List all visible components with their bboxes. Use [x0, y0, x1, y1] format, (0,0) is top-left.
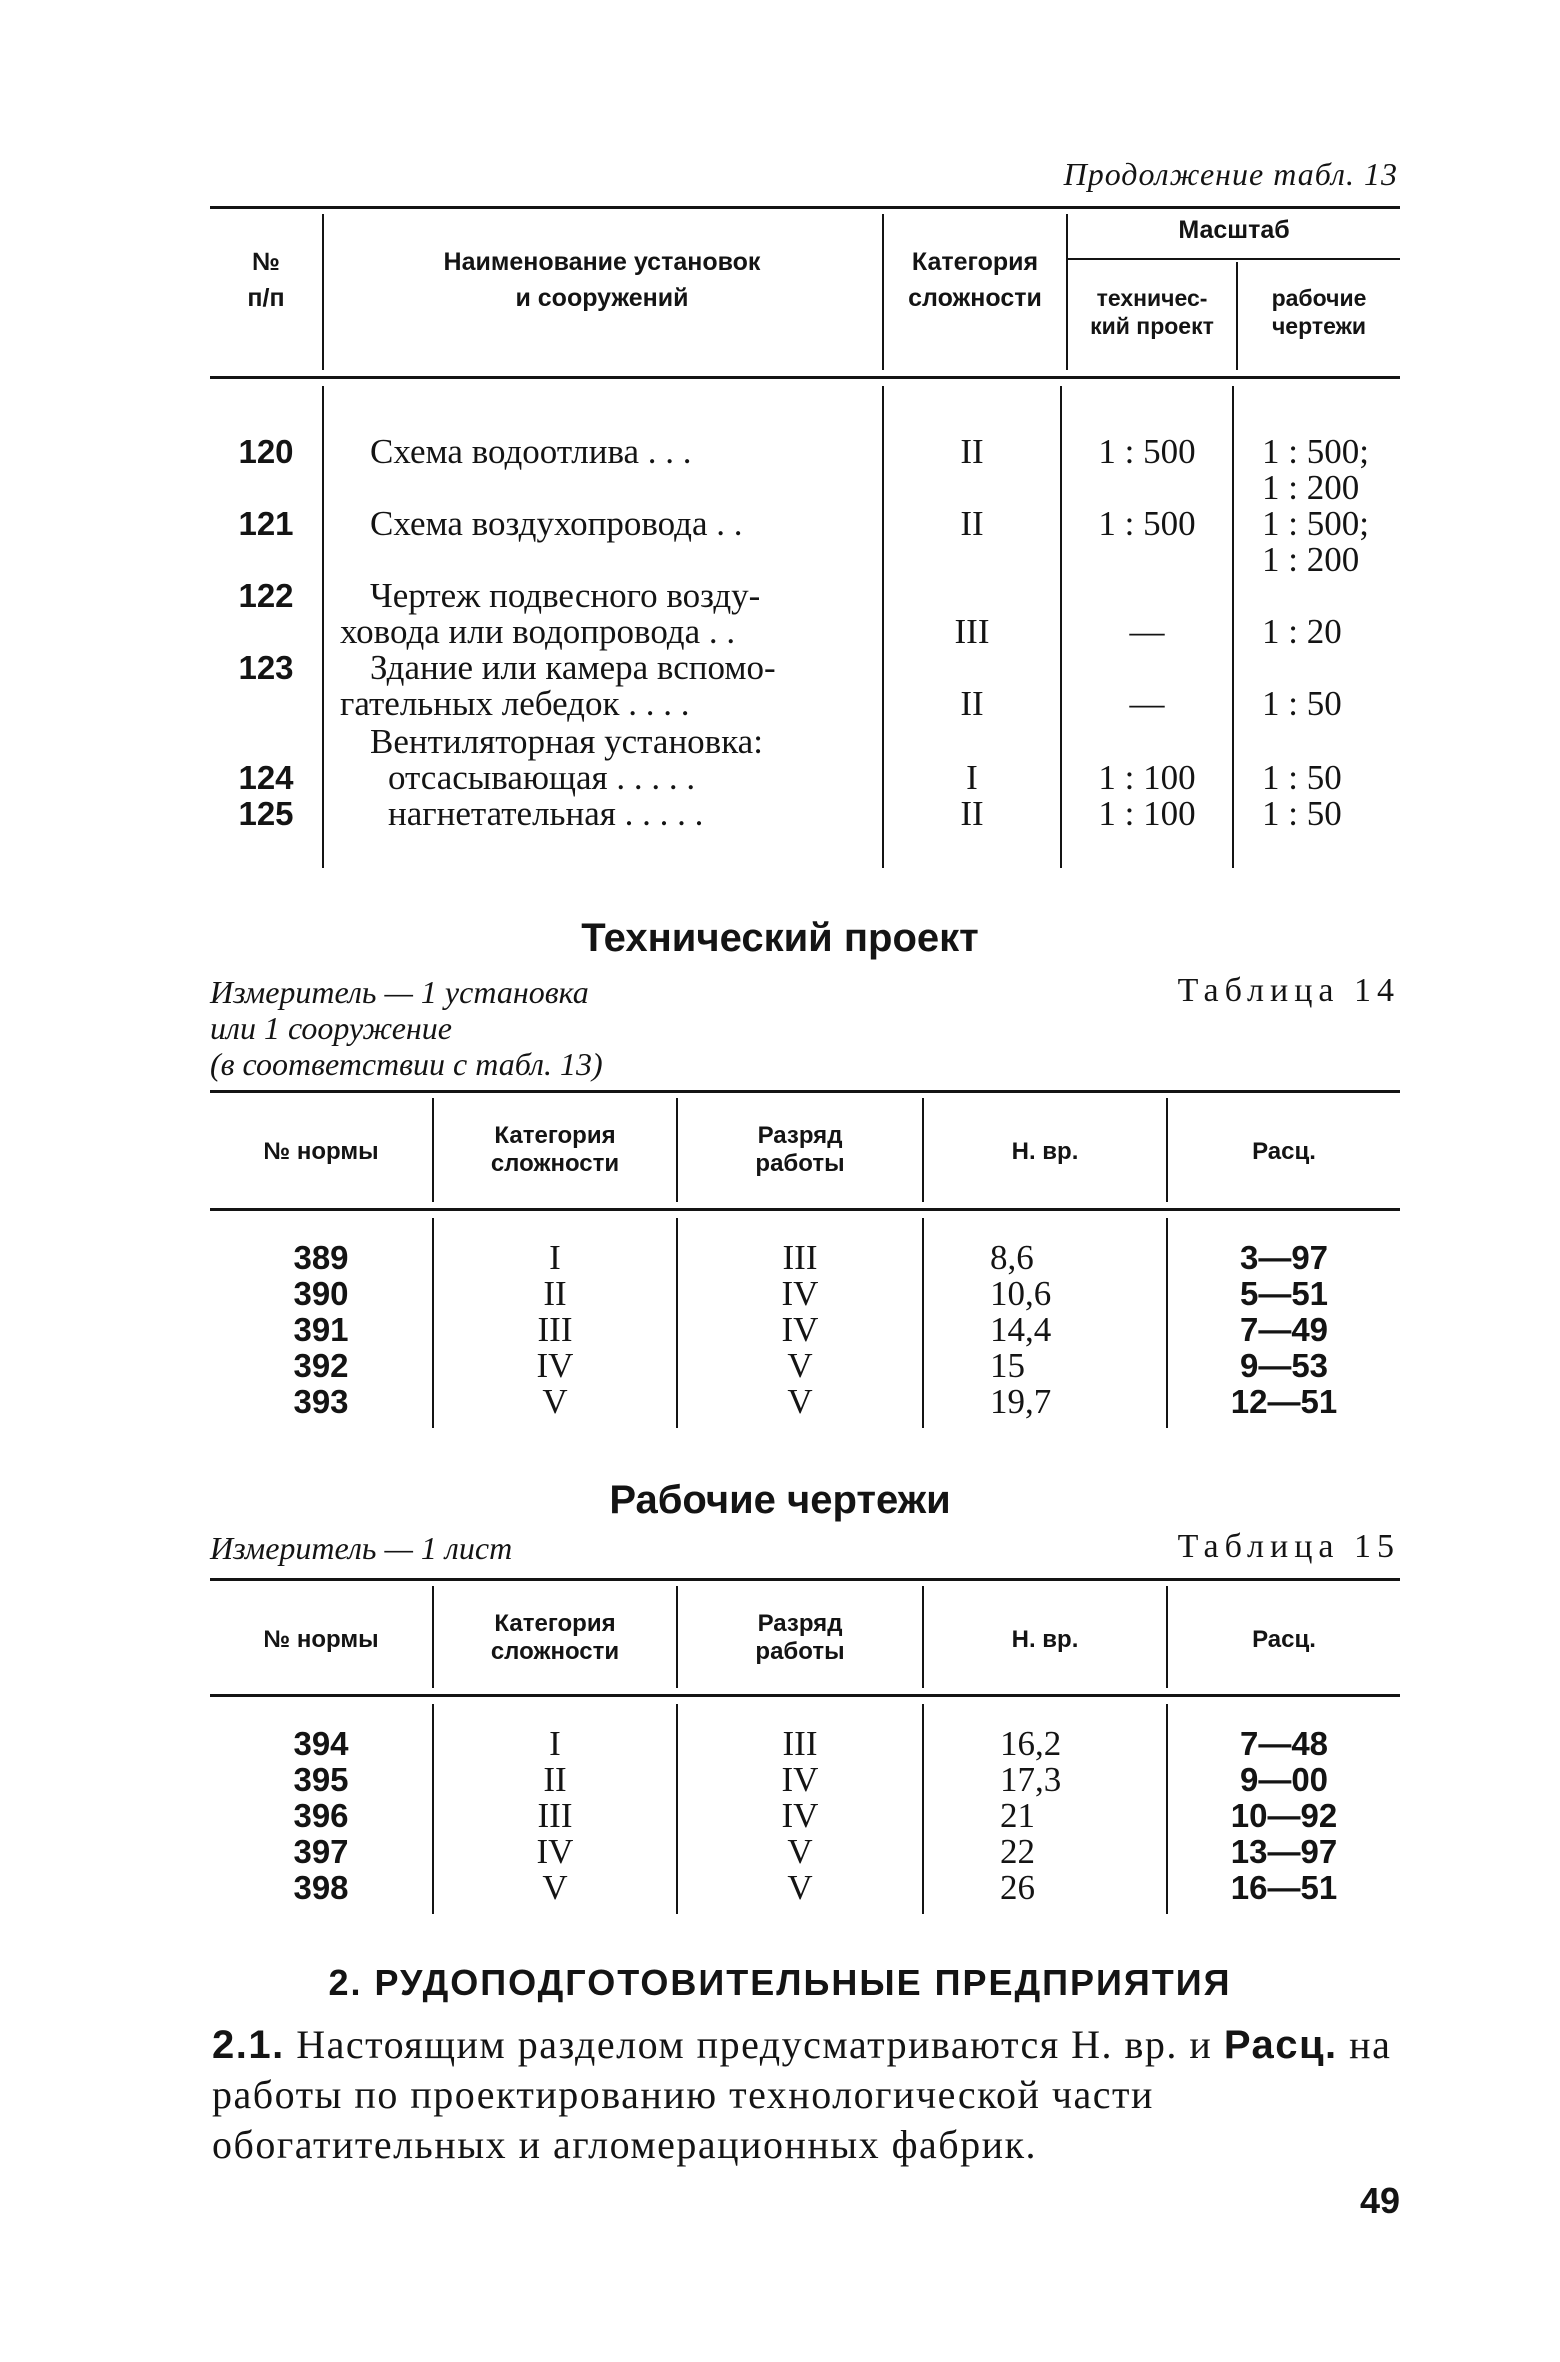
- table-14-divider: [922, 1218, 924, 1428]
- row-work-scale: 1 : 200: [1262, 540, 1360, 579]
- section-title-tech-project: Технический проект: [581, 916, 979, 960]
- row-work-scale: 1 : 500;: [1262, 504, 1369, 543]
- row-tech-scale: 1 : 100: [1098, 758, 1196, 797]
- row-number: 120: [238, 433, 294, 470]
- row-number: 125: [238, 795, 294, 832]
- header-category: Категория сложности: [490, 1122, 620, 1177]
- row-work-scale: 1 : 500;: [1262, 432, 1369, 471]
- row-category: II: [960, 432, 984, 471]
- column-category: I II III IV V: [536, 1238, 574, 1421]
- body-paragraph: [212, 2020, 1400, 2170]
- row-number: 121: [238, 505, 294, 542]
- header-tech-project: техничес- кий проект: [1090, 285, 1214, 339]
- row-name: отсасывающая . . . . .: [388, 758, 696, 797]
- row-name: Схема воздухопровода . .: [370, 504, 743, 543]
- row-category: III: [954, 612, 990, 651]
- header-norm-number: № нормы: [263, 1626, 379, 1653]
- row-name: ховода или водопровода . .: [340, 612, 736, 651]
- chapter-heading: 2. РУДОПОДГОТОВИТЕЛЬНЫЕ ПРЕДПРИЯТИЯ: [328, 1962, 1232, 2003]
- row-category: II: [960, 794, 984, 833]
- header-grade: Разряд работы: [755, 1610, 845, 1665]
- row-tech-scale: —: [1129, 684, 1165, 723]
- header-rate: Расц.: [1252, 1626, 1316, 1653]
- table-13-scale-rule: [1068, 258, 1400, 260]
- column-grade: III IV IV V V: [781, 1724, 819, 1907]
- header-scale: Масштаб: [1178, 216, 1290, 244]
- header-hours: Н. вр.: [1011, 1626, 1079, 1653]
- table-14-label: Таблица 14: [1177, 972, 1400, 1009]
- row-name: Схема водоотлива . . .: [370, 432, 692, 471]
- paragraph-number: 2.1.: [212, 2023, 285, 2067]
- table-continuation-caption: Продолжение табл. 13: [1063, 156, 1398, 192]
- table-15-divider: [922, 1704, 924, 1914]
- column-norm: 394 395 396 397 398: [293, 1725, 349, 1906]
- row-name: Здание или камера вспомо-: [370, 648, 776, 687]
- paragraph-keyword: Расц.: [1223, 2023, 1338, 2067]
- row-work-scale: 1 : 50: [1262, 794, 1342, 833]
- paragraph-text: Настоящим разделом предусматриваются Н. вр. и: [284, 2022, 1224, 2067]
- row-name: нагнетательная . . . . .: [388, 794, 704, 833]
- column-hours: 8,6 10,6 14,4 15 19,7: [990, 1238, 1052, 1421]
- row-category: II: [960, 684, 984, 723]
- row-tech-scale: 1 : 500: [1098, 504, 1196, 543]
- row-category: II: [960, 504, 984, 543]
- row-number: 124: [238, 759, 294, 796]
- column-rate: 7—48 9—00 10—92 13—97 16—51: [1230, 1725, 1338, 1906]
- column-rate: 3—97 5—51 7—49 9—53 12—51: [1230, 1239, 1338, 1420]
- unit-of-measure: Измеритель — 1 лист: [210, 1530, 513, 1566]
- row-tech-scale: —: [1129, 612, 1165, 651]
- header-num: № п/п: [247, 248, 285, 312]
- table-13-header-rule: [210, 376, 1400, 379]
- header-grade: Разряд работы: [755, 1122, 845, 1177]
- column-norm: 389 390 391 392 393: [293, 1239, 349, 1420]
- row-number: 123: [238, 649, 294, 686]
- row-tech-scale: 1 : 500: [1098, 432, 1196, 471]
- row-work-scale: 1 : 200: [1262, 468, 1360, 507]
- unit-of-measure: Измеритель — 1 установка или 1 сооружение (в соответствии с табл. 13): [210, 974, 603, 1082]
- column-category: I II III IV V: [536, 1724, 574, 1907]
- row-number: 122: [238, 577, 294, 614]
- row-work-scale: 1 : 50: [1262, 684, 1342, 723]
- table-15-label: Таблица 15: [1177, 1528, 1400, 1565]
- row-work-scale: 1 : 20: [1262, 612, 1342, 651]
- section-title-working-drawings: Рабочие чертежи: [609, 1478, 951, 1522]
- row-category: I: [966, 758, 978, 797]
- page-number: 49: [1359, 2180, 1400, 2221]
- header-category: Категория сложности: [490, 1610, 620, 1665]
- row-name: Вентиляторная установка:: [370, 722, 763, 761]
- table-13-top-rule: [210, 206, 1400, 209]
- header-working-drawings: рабочие чертежи: [1271, 285, 1367, 339]
- column-grade: III IV IV V V: [781, 1238, 819, 1421]
- table-15-top-rule: [210, 1578, 1400, 1581]
- row-tech-scale: 1 : 100: [1098, 794, 1196, 833]
- column-hours: 16,2 17,3 21 22 26: [1000, 1724, 1062, 1907]
- header-rate: Расц.: [1252, 1138, 1316, 1165]
- table-14-header-rule: [210, 1208, 1400, 1211]
- table-13-divider: [1232, 386, 1234, 868]
- row-name: Чертеж подвесного возду-: [370, 576, 761, 615]
- header-name: Наименование установок и сооружений: [443, 248, 761, 312]
- header-hours: Н. вр.: [1011, 1138, 1079, 1165]
- row-work-scale: 1 : 50: [1262, 758, 1342, 797]
- table-14-top-rule: [210, 1090, 1400, 1093]
- header-category: Категория сложности: [908, 248, 1042, 312]
- paragraph-text: на работы по проектированию технологической части обогатительных и агломерационных фабрик.: [212, 2022, 1392, 2167]
- table-13-divider: [322, 386, 324, 868]
- row-name: гательных лебедок . . . .: [340, 684, 690, 723]
- table-15-header-rule: [210, 1694, 1400, 1697]
- header-norm-number: № нормы: [263, 1138, 379, 1165]
